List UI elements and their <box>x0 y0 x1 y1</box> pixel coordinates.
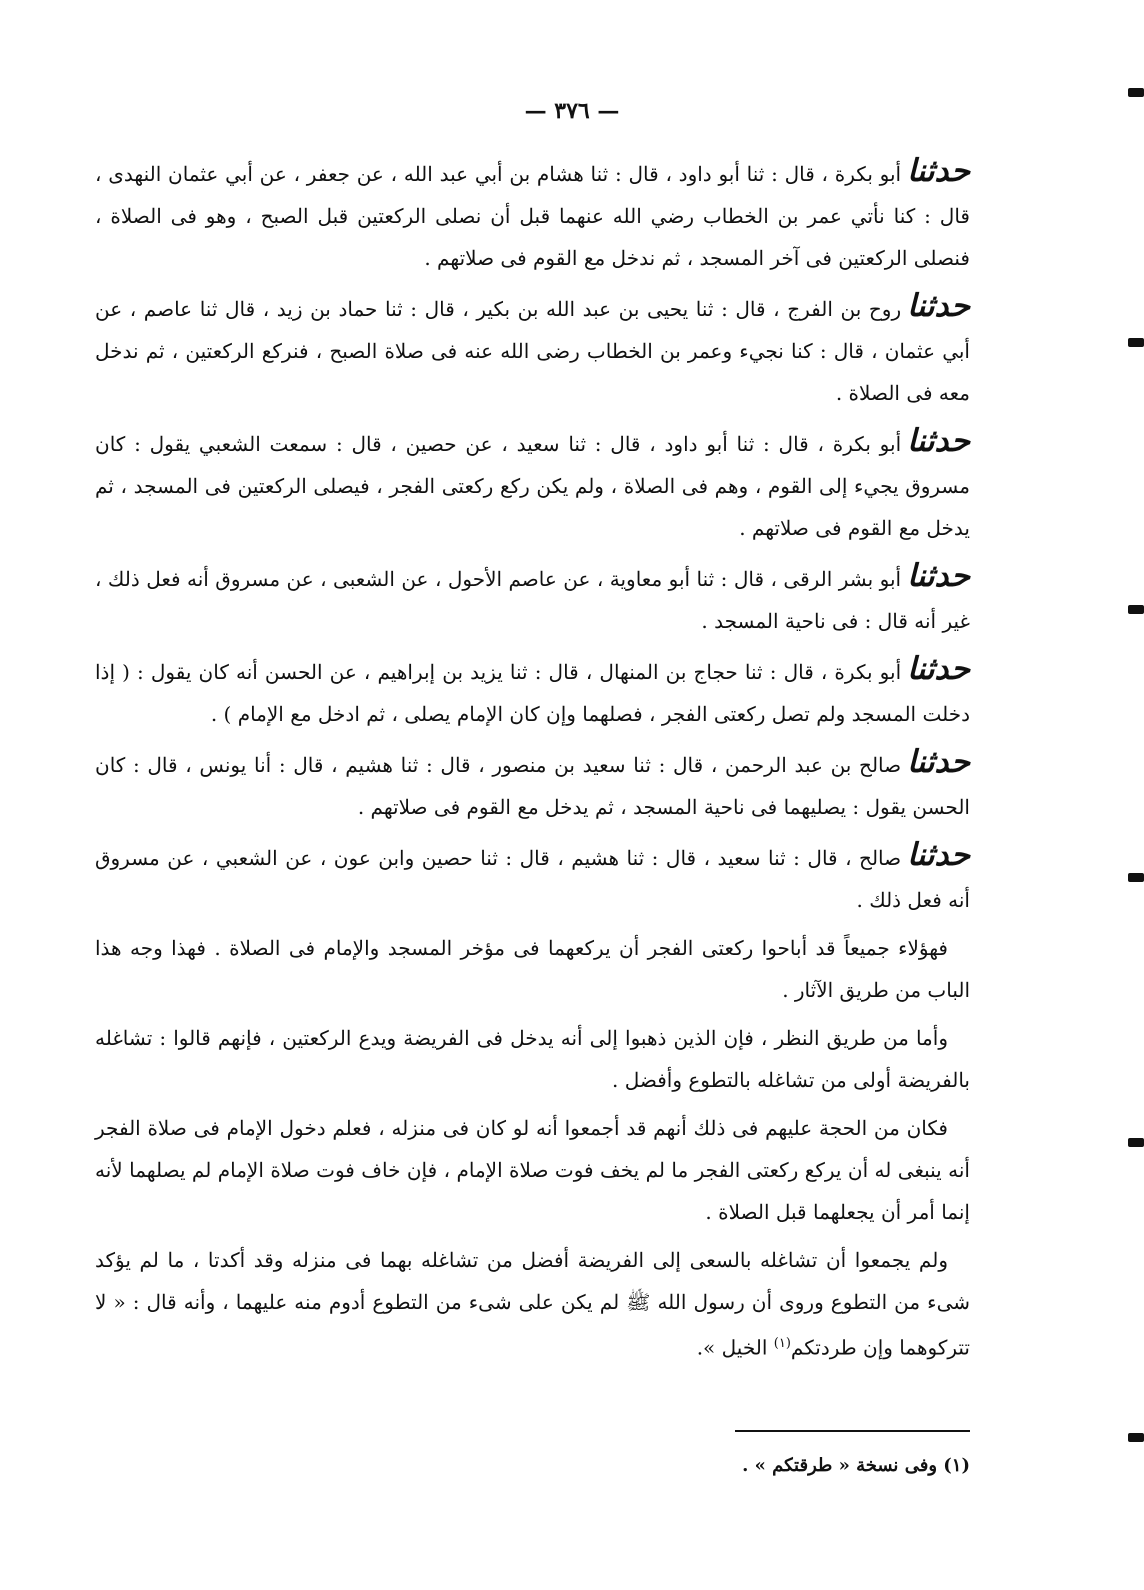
hadith-keyword: حدثنا <box>907 744 970 780</box>
hadith-keyword: حدثنا <box>907 558 970 594</box>
hadith-keyword: حدثنا <box>907 651 970 687</box>
paragraph-text: صالح بن عبد الرحمن ، قال : ثنا سعيد بن منصور ، قال : ثنا هشيم ، قال : أنا يونس ، قال : كان الحسن يقول : يصليهما فى ناحية المسجد ، ثم يدخل مع القوم فى صلاتهم . <box>95 753 970 819</box>
paragraph-text: روح بن الفرج ، قال : ثنا يحيى بن عبد الله بن بكير ، قال : ثنا حماد بن زيد ، قال ثنا عاصم ، عن أبي عثمان ، قال : كنا نجيء وعمر بن الخطاب رضى الله عنه فى صلاة الصبح ، فنركع الركعتين ، ثم ندخل معه فى الصلاة . <box>95 297 970 405</box>
hadith-paragraph-5 <box>95 648 970 735</box>
paragraph-text: صالح ، قال : ثنا سعيد ، قال : ثنا هشيم ، قال : ثنا حصين وابن عون ، عن الشعبي ، عن مسروق أنه فعل ذلك . <box>95 846 970 912</box>
paragraph-text: أبو بكرة ، قال : ثنا أبو داود ، قال : ثنا هشام بن أبي عبد الله ، عن جعفر ، عن أبي عثمان النهدى ، قال : كنا نأتي عمر بن الخطاب رضي الله عنهما قبل أن نصلى الركعتين قبل الصبح ، وهو فى الصلاة ، فنصلى الركعتين فى آخر المسجد ، ثم ندخل مع القوم فى صلاتهم . <box>95 162 970 270</box>
footnote-reference: (١) <box>773 1336 791 1351</box>
hadith-keyword: حدثنا <box>907 153 970 189</box>
page-number: — ٣٧٦ — <box>524 98 620 124</box>
hadith-paragraph-1 <box>95 150 970 279</box>
page-body <box>95 150 970 1375</box>
hadith-keyword: حدثنا <box>907 423 970 459</box>
paragraph-text: أبو بشر الرقى ، قال : ثنا أبو معاوية ، عن عاصم الأحول ، عن الشعبى ، عن مسروق أنه فعل ذلك ، غير أنه قال : فى ناحية المسجد . <box>95 567 970 633</box>
paragraph-text: ولم يجمعوا أن تشاغله بالسعى إلى الفريضة أفضل من تشاغله بهما فى منزله وقد أكدتا ، ما لم يؤكد شىء من التطوع وروى أن رسول الله ﷺ لم يكن على شىء من التطوع أدوم منه عليهما ، وأنه قال : « لا تتركوهما وإن طردتكم <box>95 1248 970 1360</box>
margin-mark <box>1128 338 1144 347</box>
margin-mark <box>1128 88 1144 97</box>
margin-mark <box>1128 605 1144 614</box>
margin-mark <box>1128 1138 1144 1147</box>
prose-paragraph-4 <box>95 1239 970 1369</box>
prose-paragraph-3: فكان من الحجة عليهم فى ذلك أنهم قد أجمعوا أنه لو كان فى منزله ، فعلم دخول الإمام فى صلاة الفجر أنه ينبغى له أن يركع ركعتى الفجر ما لم يخف فوت صلاة الإمام ، فإن خاف فوت صلاة الإمام لم يصلهما لأنه إنما أمر أن يجعلهما قبل الصلاة . <box>95 1116 970 1224</box>
paragraph-text-end: الخيل ». <box>696 1335 774 1360</box>
margin-mark <box>1128 873 1144 882</box>
hadith-paragraph-7 <box>95 834 970 921</box>
hadith-keyword: حدثنا <box>907 288 970 324</box>
hadith-paragraph-4 <box>95 555 970 642</box>
hadith-paragraph-3 <box>95 420 970 549</box>
hadith-paragraph-2 <box>95 285 970 414</box>
margin-mark <box>1128 1433 1144 1442</box>
prose-paragraph-2: وأما من طريق النظر ، فإن الذين ذهبوا إلى أنه يدخل فى الفريضة ويدع الركعتين ، فإنهم قالوا : تشاغله بالفريضة أولى من تشاغله بالتطوع وأفضل . <box>95 1026 970 1092</box>
prose-paragraph-1: فهؤلاء جميعاً قد أباحوا ركعتى الفجر أن يركعهما فى مؤخر المسجد والإمام فى الصلاة . فهذا وجه هذا الباب من طريق الآثار . <box>95 936 970 1002</box>
footnote-divider <box>735 1430 970 1432</box>
paragraph-text: أبو بكرة ، قال : ثنا أبو داود ، قال : ثنا سعيد ، عن حصين ، قال : سمعت الشعبي يقول : كان مسروق يجيء إلى القوم ، وهم فى الصلاة ، ولم يكن ركع ركعتى الفجر ، فيصلى الركعتين فى المسجد ، ثم يدخل مع القوم فى صلاتهم . <box>95 432 970 540</box>
paragraph-text: أبو بكرة ، قال : ثنا حجاج بن المنهال ، قال : ثنا يزيد بن إبراهيم ، عن الحسن أنه كان يقول : ( إذا دخلت المسجد ولم تصل ركعتى الفجر ، فصلهما وإن كان الإمام يصلى ، ثم ادخل مع الإمام ) . <box>95 660 970 726</box>
hadith-paragraph-6 <box>95 741 970 828</box>
footnote: (١) وفى نسخة « طرقتكم » . <box>742 1455 970 1476</box>
hadith-keyword: حدثنا <box>907 837 970 873</box>
